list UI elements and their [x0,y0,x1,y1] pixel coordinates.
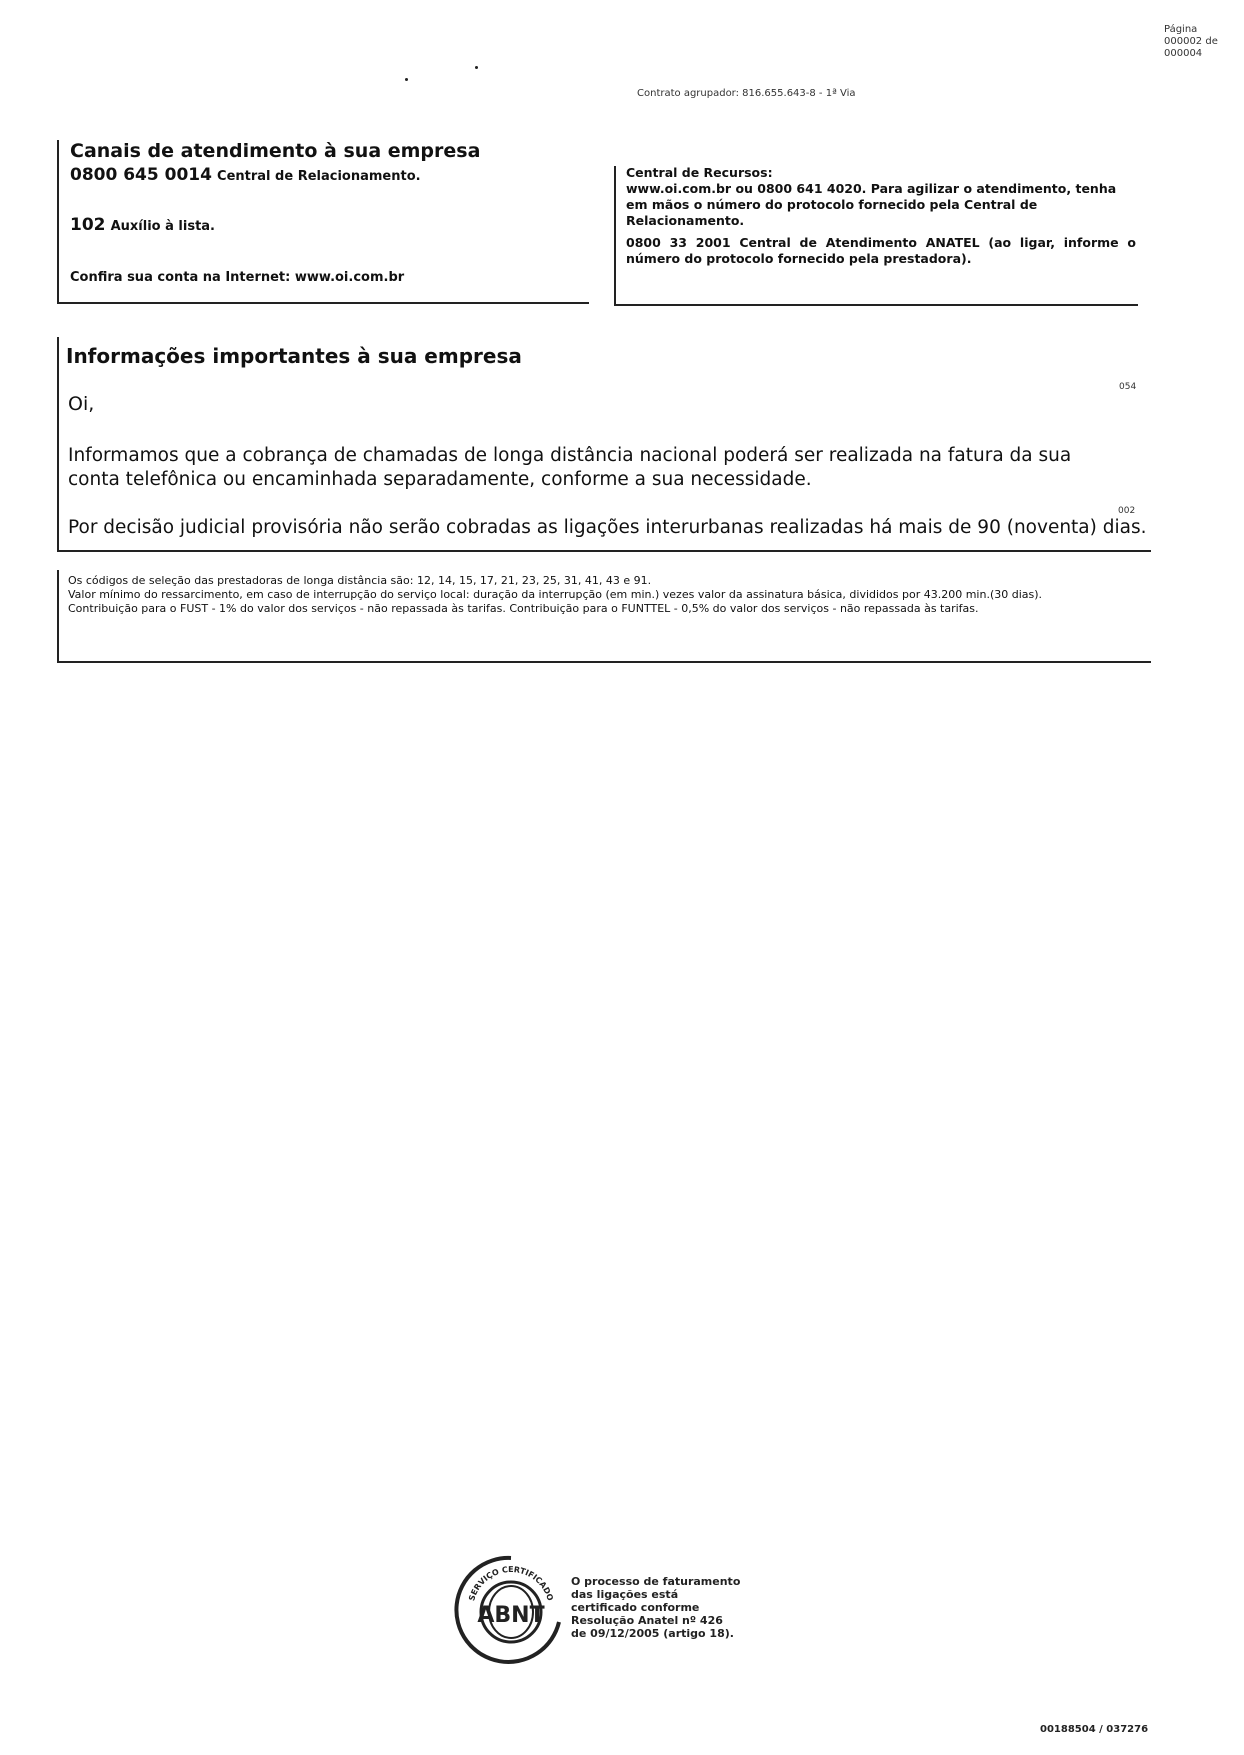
channels-title: Canais de atendimento à sua empresa [70,140,481,162]
note-line: Valor mínimo do ressarcimento, em caso de interrupção do serviço local: duração da interrupção (em min.) vezes valor da assinatura básica, divididos por 43.200 min.(30 dias). [68,588,1043,601]
abnt-seal-icon [451,1550,571,1670]
certification-text: O processo de faturamento das ligações está certificado conforme Resolução Anatel nº 426 de 09/12/2005 (artigo 18). [571,1575,741,1640]
info-paragraph: Por decisão judicial provisória não serão cobradas as ligações interurbanas realizadas há mais de 90 (noventa) dias. [68,517,1147,538]
resources-label: Central de Recursos: [626,165,773,180]
central-relationship-row [70,165,421,185]
resources-section [626,165,1136,273]
contract-number: Contrato agrupador: 816.655.643-8 - 1ª Via [637,88,856,99]
scan-dot [405,78,408,81]
page-total: 000004 [1164,48,1203,59]
svg-text:SERVIÇO CERTIFICADO [467,1565,555,1602]
info-paragraph: Informamos que a cobrança de chamadas de longa distância nacional poderá ser realizada na fatura da sua conta telefônica ou encaminhada separadamente, conforme a sua necessidade. [68,445,1072,490]
page-indicator [1164,24,1218,60]
scan-dot [475,66,478,69]
greeting: Oi, [68,393,95,415]
resources-text: www.oi.com.br ou 0800 641 4020. Para agilizar o atendimento, tenha em mãos o número do protocolo fornecido pela Central de Relacionamento. [626,181,1117,228]
document-code: 00188504 / 037276 [1040,1724,1149,1735]
page-of: 000002 de [1164,36,1218,47]
info-title: Informações importantes à sua empresa [66,344,522,368]
page-label: Página [1164,24,1198,35]
anatel-contact: 0800 33 2001 Central de Atendimento ANATEL (ao ligar, informe o número do protocolo fornecido pela prestadora). [626,235,1136,266]
seal-text: ABNT [477,1603,545,1628]
phone-number: 102 [70,215,106,235]
message-code: 002 [1118,506,1136,516]
seal-ring-text: SERVIÇO CERTIFICADO [467,1564,555,1602]
note-line: Contribuição para o FUST - 1% do valor dos serviços - não repassada às tarifas. Contribuição para o FUNTTEL - 0,5% do valor dos serviços - não repassada às tarifas. [68,602,979,615]
note-line: Os códigos de seleção das prestadoras de longa distância são: 12, 14, 15, 17, 21, 23, 25, 31, 41, 43 e 91. [68,574,652,587]
directory-help-row [70,215,215,235]
phone-number: 0800 645 0014 [70,165,212,185]
message-code: 054 [1119,382,1137,392]
regulatory-notes [68,574,1158,616]
internet-link[interactable]: Confira sua conta na Internet: www.oi.com.br [70,270,405,285]
phone-label: Auxílio à lista. [110,219,215,234]
phone-label: Central de Relacionamento. [217,169,421,184]
